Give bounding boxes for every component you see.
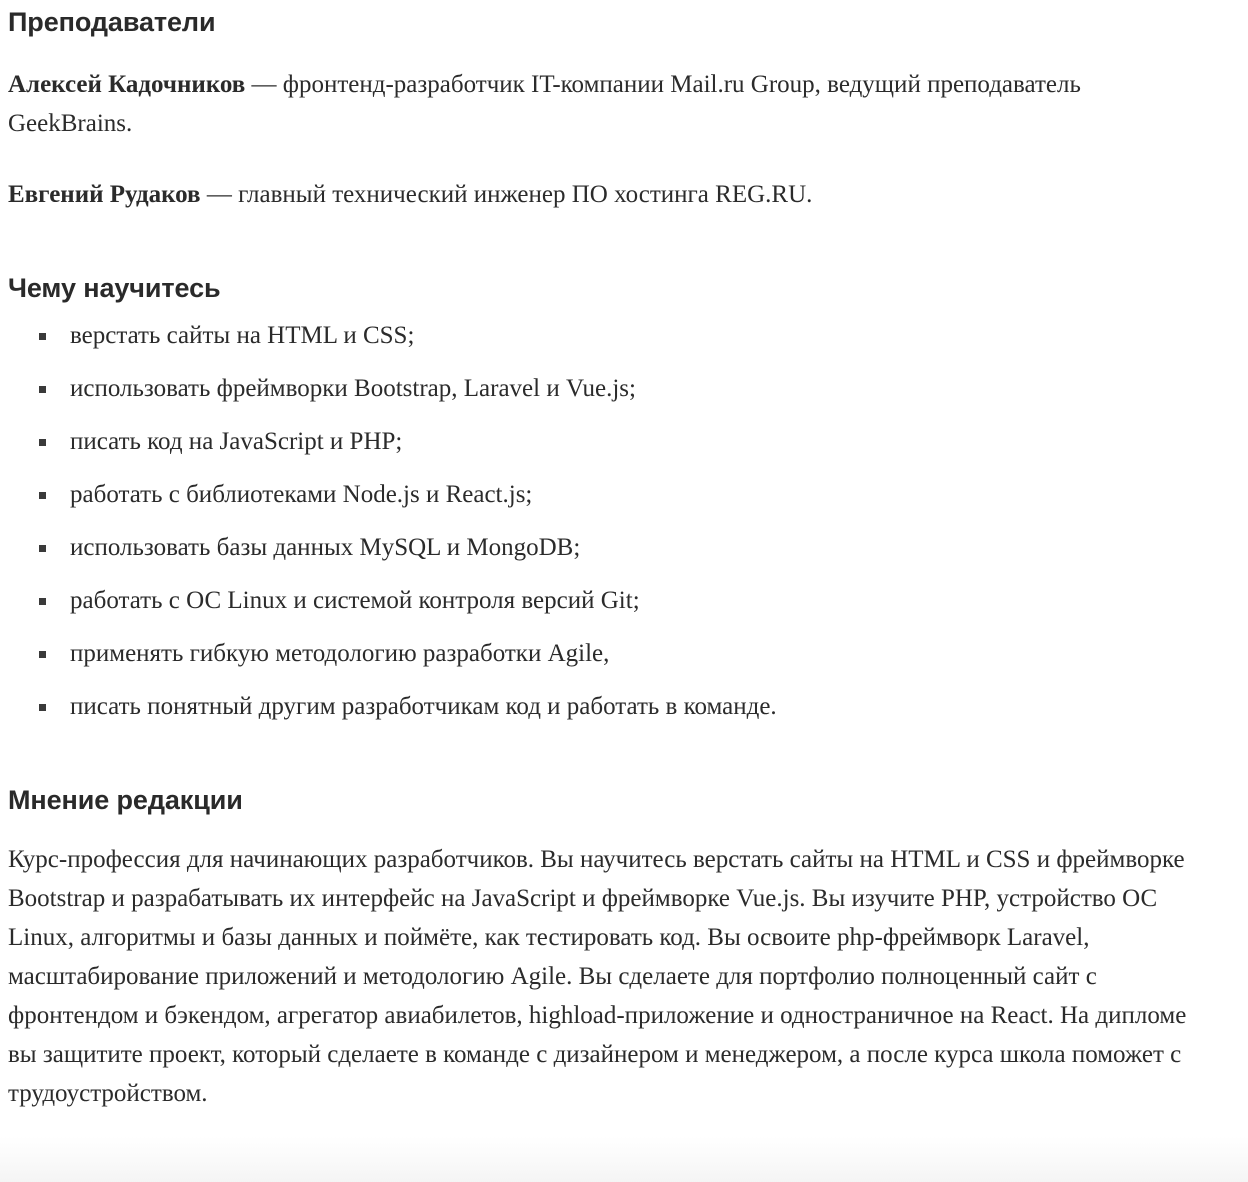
content-fade-overlay — [0, 1136, 1248, 1182]
teacher-dash-2: — — [200, 181, 239, 209]
square-bullet-icon — [39, 492, 46, 499]
list-item — [8, 480, 1240, 510]
square-bullet-icon — [39, 704, 46, 711]
list-item-label: работать с библиотеками Node.js и React.js; — [70, 480, 533, 508]
teacher-entry-2 — [8, 143, 1208, 214]
list-item-label: работать с ОС Linux и системой контроля версий Git; — [70, 586, 640, 614]
teacher-name-1: Алексей Кадочников — [8, 71, 246, 99]
square-bullet-icon — [39, 386, 46, 393]
list-item-label: использовать фреймворки Bootstrap, Laravel и Vue.js; — [70, 374, 636, 402]
section-heading-teachers: Преподаватели — [8, 7, 216, 37]
teacher-description-2: главный технический инженер ПО хостинга REG.RU. — [238, 181, 813, 209]
list-item-label: верстать сайты на HTML и CSS; — [70, 321, 415, 349]
list-item — [8, 374, 1240, 404]
teacher-entry-1 — [8, 38, 1083, 143]
list-item — [8, 639, 1240, 669]
list-item-label: применять гибкую методологию разработки Agile, — [70, 639, 610, 667]
teacher-name-2: Евгений Рудаков — [8, 181, 201, 209]
list-item — [8, 427, 1240, 457]
list-item — [8, 533, 1240, 563]
teacher-dash-1: — — [245, 71, 283, 99]
learn-outcomes-list — [8, 305, 1240, 722]
section-heading-opinion: Мнение редакции — [8, 784, 243, 815]
square-bullet-icon — [39, 651, 46, 658]
square-bullet-icon — [39, 333, 46, 340]
list-item — [8, 586, 1240, 616]
square-bullet-icon — [39, 598, 46, 605]
square-bullet-icon — [39, 545, 46, 552]
list-item — [8, 692, 1240, 722]
list-item — [8, 321, 1240, 351]
square-bullet-icon — [39, 439, 46, 446]
editorial-opinion-text: Курс-профессия для начинающих разработчиков. Вы научитесь верстать сайты на HTML и CSS и фреймворке Bootstrap и разрабатывать их интерфейс на JavaScript и фреймворке Vue.js. Вы изучите PHP, устройство ОС Linux, алгоритмы и базы данных и поймёте, как тестировать код. Вы освоите php-фреймворк Laravel, масштабирование приложений и методологию Agile. Вы сделаете для портфолио полноценный сайт с фронтендом и бэкендом, агрегатор авиабилетов, highload-приложение и одностраничное на React. На дипломе вы защитите проект, который сделаете в команде с дизайнером и менеджером, а после курса школа поможет с трудоустройством. — [8, 846, 1187, 1108]
section-heading-learn: Чему научитесь — [8, 273, 221, 304]
teacher-description-1: фронтенд-разработчик IT-компании Mail.ru Group, ведущий преподаватель GeekBrains. — [8, 71, 1081, 138]
list-item-label: писать код на JavaScript и PHP; — [70, 427, 403, 455]
list-item-label: использовать базы данных MySQL и MongoDB; — [70, 533, 581, 561]
list-item-label: писать понятный другим разработчикам код и работать в команде. — [70, 692, 777, 720]
